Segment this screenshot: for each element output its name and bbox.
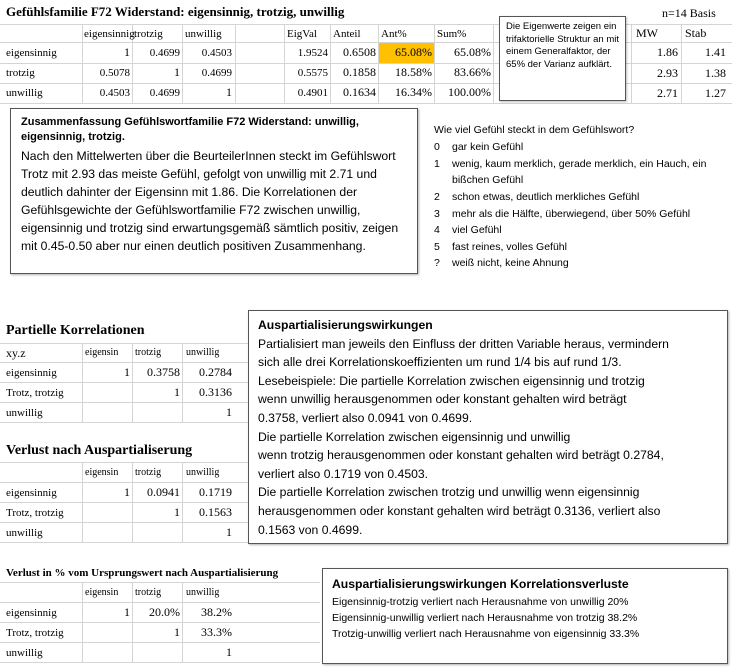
table-cell: 0.4699 <box>149 87 180 99</box>
table-cell: 16.34% <box>395 85 432 99</box>
table-cell: 0.4699 <box>149 47 180 59</box>
scale-code: 3 <box>434 208 440 220</box>
table-cell: 1 <box>174 625 180 639</box>
table-cell: 1 <box>226 645 232 659</box>
effects-line: Partialisiert man jeweils den Einfluss der dritten Variable heraus, vermindern <box>258 336 669 351</box>
table-cell: 1 <box>124 365 130 379</box>
col-header: unwillig <box>186 467 220 478</box>
table-cell: 1 <box>226 405 232 419</box>
stab-value: 1.41 <box>705 45 726 59</box>
row-label: trotzig <box>6 67 35 79</box>
col-header: eigensin <box>85 467 119 478</box>
effects-box <box>248 310 728 544</box>
table-cell: 0.6508 <box>343 45 376 59</box>
col-header: eigensin <box>85 587 119 598</box>
row-label: unwillig <box>6 527 43 539</box>
col-header-ant-pct: Ant% <box>381 28 407 40</box>
table-cell: 100.00% <box>448 85 491 99</box>
row-label: Trotz, trotzig <box>6 387 64 399</box>
summary-title: Zusammenfassung Gefühlswortfamilie F72 Widerstand: unwillig, eigensinnig, trotzig. <box>21 116 359 143</box>
table-cell: 0.4699 <box>201 67 232 79</box>
sample-size-label: n=14 Basis <box>662 6 716 20</box>
row-label: unwillig <box>6 407 43 419</box>
scale-text: fast reines, volles Gefühl <box>452 241 567 253</box>
table-cell: 83.66% <box>454 65 491 79</box>
table-cell: 0.2784 <box>199 365 232 379</box>
row-label: eigensinnig <box>6 367 57 379</box>
effects-line: sich alle drei Korrelationskoeffizienten um rund 1/4 bis auf rund 1/3. <box>258 355 622 370</box>
effects-line: wenn unwillig herausgenommen oder konstant gehalten wird beträgt <box>258 392 627 407</box>
scale-text: mehr als die Hälfte, überwiegend, über 50% Gefühl <box>452 208 691 220</box>
col-header: eigensin <box>85 347 119 358</box>
losses-box <box>322 568 728 664</box>
scale-text: viel Gefühl <box>452 224 502 236</box>
scale-question: Wie viel Gefühl steckt in dem Gefühlswort? <box>434 124 635 136</box>
table-cell: 0.0941 <box>147 485 180 499</box>
effects-line: verliert also 0.1719 von 0.4503. <box>258 466 429 481</box>
table-cell: 0.5078 <box>99 67 130 79</box>
summary-text: Nach den Mittelwerten über die BeurteilerInnen steckt im Gefühlswort Trotz mit 2.93 das meiste Gefühl, gefolgt von unwillig mit 2.71 und deutlich dahinter der Eigensinn mit 1.86. Die Korrelationen der Gefühlsgewichte der Gefühlswortfamilie F72 zwischen unwillig, eigensinnig und trotzig sind erwartungsgemäß sämtlich positiv, zeigen mit 0.45-0.50 aber nur einen deutlich positiven Zusammenhang. <box>21 149 399 253</box>
row-label: Trotz, trotzig <box>6 627 64 639</box>
scale-code: 4 <box>434 224 440 236</box>
col-header: unwillig <box>186 347 220 358</box>
table-cell: 1 <box>174 385 180 399</box>
col-header: trotzig <box>135 467 162 478</box>
table-cell: 1.9524 <box>297 47 328 59</box>
col-header: trotzig <box>135 347 162 358</box>
scale-code: 1 <box>434 158 440 170</box>
scale-text: wenig, kaum merklich, gerade merklich, ein Hauch, ein <box>452 158 707 170</box>
effects-line: Die partielle Korrelation zwischen eigensinnig und unwillig <box>258 429 571 444</box>
col-header-eigensinnig: eigensinnig <box>84 28 135 40</box>
losses-line: Eigensinnig-trotzig verliert nach Herausnahme von unwillig 20% <box>332 596 629 608</box>
scale-text: weiß nicht, keine Ahnung <box>452 257 569 269</box>
table-cell: 0.1563 <box>199 505 232 519</box>
scale-text: bißchen Gefühl <box>452 174 524 186</box>
table-cell: 1 <box>124 605 130 619</box>
table-cell: 1 <box>174 505 180 519</box>
row-label: eigensinnig <box>6 607 57 619</box>
eigenvalue-note <box>499 16 626 101</box>
summary-box <box>10 108 418 274</box>
stab-value: 1.27 <box>705 86 726 100</box>
table-cell: 20.0% <box>149 605 180 619</box>
scale-code: 0 <box>434 141 440 153</box>
row-label: Trotz, trotzig <box>6 507 64 519</box>
col-header-unwillig: unwillig <box>185 28 222 40</box>
losses-title: Auspartialisierungswirkungen Korrelationsverluste <box>332 577 629 591</box>
loss-title: Verlust nach Auspartialiserung <box>6 443 193 458</box>
eigenvalue-note-text: Die Eigenwerte zeigen ein trifaktorielle Struktur an mit einem Generalfaktor, der 65% der Varianz aufklärt. <box>506 21 619 70</box>
col-header: unwillig <box>186 587 220 598</box>
table-cell: 1 <box>124 45 130 59</box>
loss-pct-title: Verlust in % vom Ursprungswert nach Auspartialisierung <box>6 567 279 579</box>
table-cell: 65.08% <box>395 45 432 59</box>
partial-title: Partielle Korrelationen <box>6 323 145 338</box>
table-cell: 18.58% <box>395 65 432 79</box>
effects-line: Die partielle Korrelation zwischen trotzig und unwillig wenn eigensinnig <box>258 485 640 500</box>
losses-line: Eigensinnig-unwillig verliert nach Herausnahme von trotzig 38.2% <box>332 612 638 624</box>
col-header-stab: Stab <box>685 26 707 40</box>
table-cell: 33.3% <box>201 625 232 639</box>
scale-text: schon etwas, deutlich merkliches Gefühl <box>452 191 640 203</box>
scale-text: gar kein Gefühl <box>452 141 524 153</box>
row-label: eigensinnig <box>6 487 57 499</box>
table-cell: 1 <box>174 65 180 79</box>
effects-line: herausgenommen oder konstant gehalten wird beträgt 0.3136, verliert also <box>258 503 661 518</box>
col-header-trotzig: trotzig <box>134 28 163 40</box>
col-header-anteil: Anteil <box>333 28 361 40</box>
table-cell: 0.4503 <box>201 47 232 59</box>
scale-code: 2 <box>434 191 440 203</box>
scale-code: 5 <box>434 241 440 253</box>
table-cell: 1 <box>226 85 232 99</box>
table-cell: 0.3136 <box>199 385 232 399</box>
effects-line: 0.3758, verliert also 0.0941 von 0.4699. <box>258 410 473 425</box>
table-cell: 0.4503 <box>99 87 130 99</box>
table-cell: 65.08% <box>454 45 491 59</box>
mw-value: 1.86 <box>657 45 678 59</box>
scale-code: ? <box>434 257 440 269</box>
table-cell: 0.1719 <box>199 485 232 499</box>
row-label: unwillig <box>6 87 43 99</box>
stab-value: 1.38 <box>705 66 726 80</box>
table-cell: 0.1858 <box>343 65 376 79</box>
row-label: eigensinnig <box>6 47 57 59</box>
partial-corner: xy.z <box>6 346 26 360</box>
table-cell: 0.1634 <box>343 85 376 99</box>
table-cell: 1 <box>226 525 232 539</box>
col-header-eigval: EigVal <box>287 28 317 40</box>
table-cell: 0.3758 <box>147 365 180 379</box>
effects-title: Auspartialisierungswirkungen <box>258 318 433 332</box>
row-label: unwillig <box>6 647 43 659</box>
sheet-title: Gefühlsfamilie F72 Widerstand: eigensinnig, trotzig, unwillig <box>6 4 345 19</box>
col-header: trotzig <box>135 587 162 598</box>
effects-line: wenn trotzig herausgenommen oder konstant gehalten wird beträgt 0.2784, <box>258 448 664 463</box>
col-header-mw: MW <box>636 26 658 40</box>
table-cell: 1 <box>124 485 130 499</box>
col-header-sum-pct: Sum% <box>437 28 467 40</box>
effects-line: 0.1563 von 0.4699. <box>258 522 363 537</box>
mw-value: 2.71 <box>657 86 678 100</box>
losses-line: Trotzig-unwillig verliert nach Herausnahme von eigensinnig 33.3% <box>332 628 640 640</box>
table-cell: 0.5575 <box>297 67 328 79</box>
mw-value: 2.93 <box>657 66 678 80</box>
table-cell: 0.4901 <box>297 87 328 99</box>
table-cell: 38.2% <box>201 605 232 619</box>
effects-line: Lesebeispiele: Die partielle Korrelation zwischen eigensinnig und trotzig <box>258 373 645 388</box>
